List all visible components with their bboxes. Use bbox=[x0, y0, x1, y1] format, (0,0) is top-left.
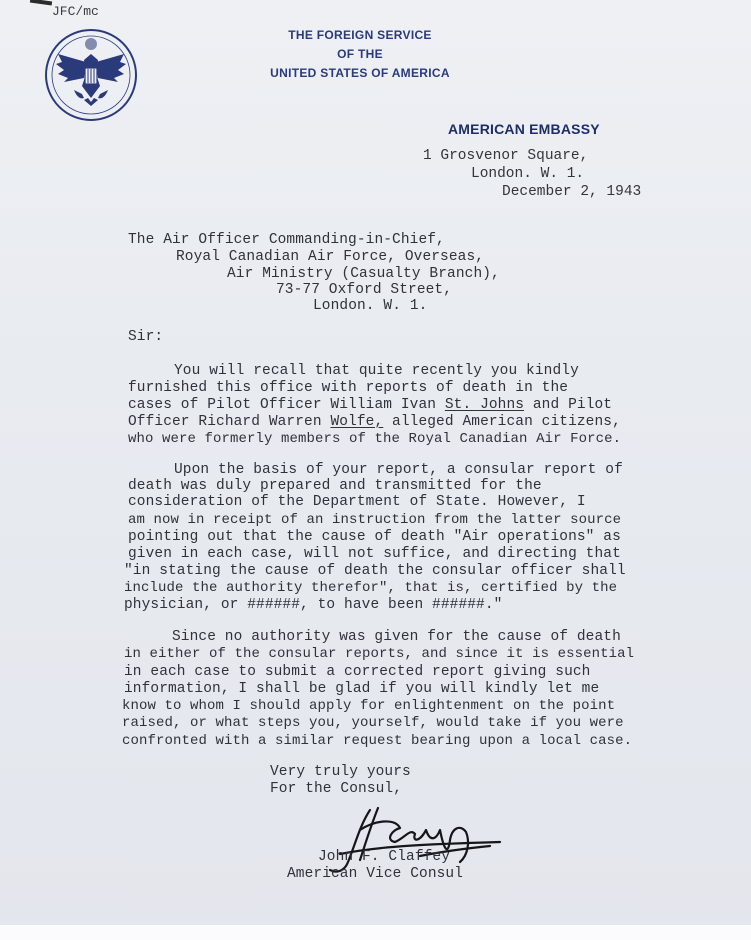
paragraph-line: consideration of the Department of State. However, I bbox=[128, 494, 586, 510]
recipient-line-2: Royal Canadian Air Force, Overseas, bbox=[176, 249, 485, 265]
letterhead-line-3: UNITED STATES OF AMERICA bbox=[270, 66, 450, 80]
paragraph-line: "in stating the cause of death the consular officer shall bbox=[124, 563, 626, 579]
paragraph-line: given in each case, will not suffice, and directing that bbox=[128, 546, 621, 562]
signer-name: John F. Claffey bbox=[318, 849, 451, 865]
paragraph-line: am now in receipt of an instruction from the latter source bbox=[128, 512, 622, 528]
salutation: Sir: bbox=[128, 329, 164, 345]
recipient-line-4: 73-77 Oxford Street, bbox=[276, 282, 453, 298]
paragraph-line: Upon the basis of your report, a consular report of bbox=[174, 462, 623, 478]
paragraph-line: who were formerly members of the Royal Canadian Air Force. bbox=[128, 431, 622, 447]
paragraph-line: raised, or what steps you, yourself, would take if you were bbox=[122, 715, 624, 731]
sender-address-line-2: London. W. 1. bbox=[471, 166, 585, 182]
letter-date: December 2, 1943 bbox=[502, 184, 642, 200]
letterhead-line-1: THE FOREIGN SERVICE bbox=[288, 28, 432, 42]
recipient-line-3: Air Ministry (Casualty Branch), bbox=[227, 266, 500, 282]
paragraph-line: information, I shall be glad if you will kindly let me bbox=[124, 681, 600, 697]
paragraph-line: Officer Richard Warren Wolfe, alleged American citizens, bbox=[128, 414, 621, 430]
name-st-johns: St. Johns bbox=[444, 397, 525, 413]
letterhead-line-2: OF THE bbox=[337, 47, 383, 61]
embassy-name: AMERICAN EMBASSY bbox=[448, 121, 600, 137]
paragraph-line: You will recall that quite recently you kindly bbox=[174, 363, 579, 379]
paragraph-line: Since no authority was given for the cause of death bbox=[172, 629, 621, 645]
closing-line-1: Very truly yours bbox=[270, 764, 411, 780]
paragraph-line: include the authority therefor", that is, certified by the bbox=[124, 580, 618, 596]
paragraph-line: know to whom I should apply for enlightenment on the point bbox=[122, 698, 616, 714]
great-seal-icon bbox=[44, 28, 138, 122]
signer-title: American Vice Consul bbox=[287, 866, 464, 882]
reference-initials: JFC/mc bbox=[52, 4, 99, 19]
paragraph-line: in each case to submit a corrected report giving such bbox=[124, 664, 591, 680]
paragraph-line: confronted with a similar request bearing upon a local case. bbox=[122, 733, 633, 749]
recipient-line-1: The Air Officer Commanding-in-Chief, bbox=[128, 232, 445, 248]
closing-line-2: For the Consul, bbox=[270, 781, 403, 797]
name-wolfe: Wolfe, bbox=[330, 414, 384, 430]
page-bottom-edge bbox=[0, 925, 751, 940]
paragraph-line: in either of the consular reports, and since it is essential bbox=[124, 646, 635, 662]
sender-address-line-1: 1 Grosvenor Square, bbox=[423, 148, 589, 164]
recipient-line-5: London. W. 1. bbox=[313, 298, 428, 314]
paragraph-line: pointing out that the cause of death "Air operations" as bbox=[128, 529, 621, 545]
paragraph-line: furnished this office with reports of death in the bbox=[128, 380, 569, 396]
paragraph-line: cases of Pilot Officer William Ivan St. Johns and Pilot bbox=[128, 397, 613, 413]
paragraph-line: physician, or ######, to have been ######." bbox=[124, 597, 503, 613]
corner-mark bbox=[30, 0, 52, 6]
paragraph-line: death was duly prepared and transmitted for the bbox=[128, 478, 542, 494]
